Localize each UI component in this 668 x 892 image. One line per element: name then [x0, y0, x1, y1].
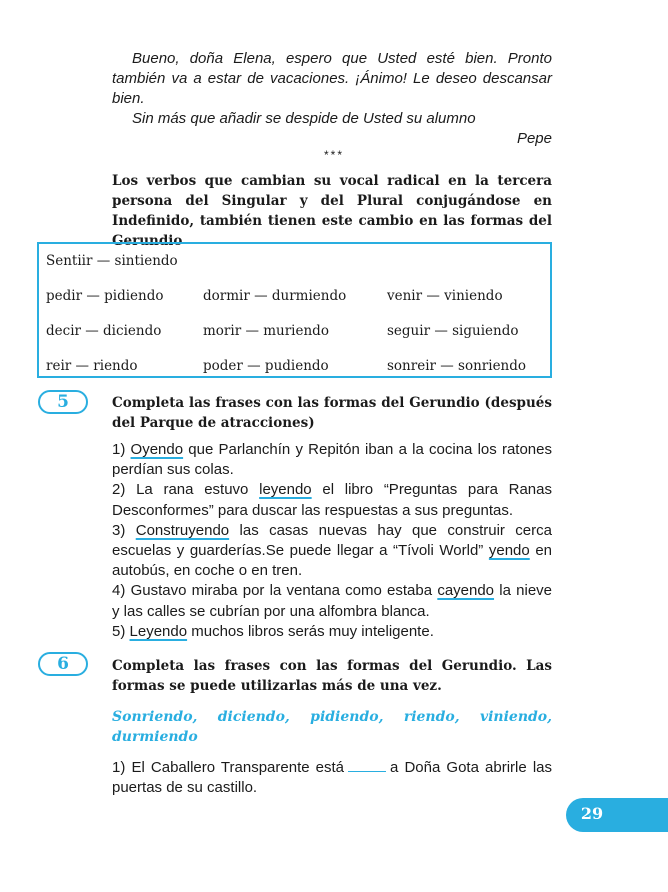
exercise-item: 3) Construyendo las casas nuevas hay que construir cerca escuelas y guarderías.Se puede llegar a “Tívoli World” yendo en autobús, en coche o en tren. — [112, 521, 552, 580]
exercise-5-title: Completa las frases con las formas del Gerundio (después del Parque de atracciones) — [112, 395, 552, 431]
answer-word: leyendo — [259, 481, 312, 499]
answer-word: cayendo — [437, 582, 495, 600]
letter-ending — [112, 49, 552, 149]
exercise-5-items — [112, 440, 552, 642]
verb-table — [37, 242, 552, 378]
exercise-5-badge: 5 — [38, 390, 88, 414]
answer-word: Leyendo — [129, 622, 188, 640]
exercise-item: 5) Leyendo muchos libros serás muy inteligente. — [112, 622, 434, 640]
answer-word: Construyendo — [135, 521, 230, 539]
answer-word: yendo — [488, 542, 530, 560]
page-number-tab — [566, 798, 668, 832]
answer-blank[interactable] — [348, 757, 386, 772]
verb-pair: reir — riendo — [46, 358, 138, 374]
exercise-item: 1) El Caballero Transparente está a Doña Gota abrirle las puertas de su castillo. — [112, 759, 552, 797]
exercise-6-items — [112, 757, 552, 798]
page-number: 29 — [580, 804, 604, 823]
verb-pair: decir — diciendo — [46, 323, 162, 339]
verb-pair: sonreir — sonriendo — [387, 358, 527, 374]
answer-word: Oyendo — [130, 441, 184, 458]
verb-pair: dormir — durmiendo — [203, 288, 347, 304]
verb-pair: venir — viniendo — [387, 288, 503, 304]
grammar-rule: Los verbos que cambian su vocal radical en la tercera persona del Singular y del Plural conjugándose en Indefinido, también tienen este cambio en las formas del Gerundio — [112, 173, 552, 249]
word-bank: Sonriendo, diciendo, pidiendo, riendo, viniendo, durmiendo — [112, 709, 552, 745]
verb-pair: Sentiir — sintiendo — [46, 253, 178, 269]
verb-pair: seguir — siguiendo — [387, 323, 519, 339]
verb-pair: morir — muriendo — [203, 323, 329, 339]
verb-pair: poder — pudiendo — [203, 358, 329, 374]
exercise-item: 2) La rana estuvo leyendo el libro “Preguntas para Ranas Desconformes” para duscar las respuestas a sus preguntas. — [112, 481, 552, 519]
exercise-item: 4) Gustavo miraba por la ventana como estaba cayendo la nieve y las calles se cubrían por una alfombra blanca. — [112, 582, 553, 620]
exercise-6-title: Completa las frases con las formas del Gerundio. Las formas se puede utilizarlas más de una vez. — [112, 658, 552, 694]
letter-signature: Pepe — [516, 130, 552, 147]
letter-paragraph: Bueno, doña Elena, espero que Usted esté bien. Pronto también va a estar de vacaciones. ¡Ánimo! Le deseo descansar bien. — [112, 50, 552, 107]
letter-closing: Sin más que añadir se despide de Usted su alumno — [132, 110, 476, 127]
separator: *** — [323, 148, 344, 162]
exercise-item: 1) Oyendo que Parlanchín y Repitón iban a la cocina los ratones perdían sus colas. — [112, 441, 552, 479]
verb-pair: pedir — pidiendo — [46, 288, 164, 304]
exercise-6-badge: 6 — [38, 652, 88, 676]
